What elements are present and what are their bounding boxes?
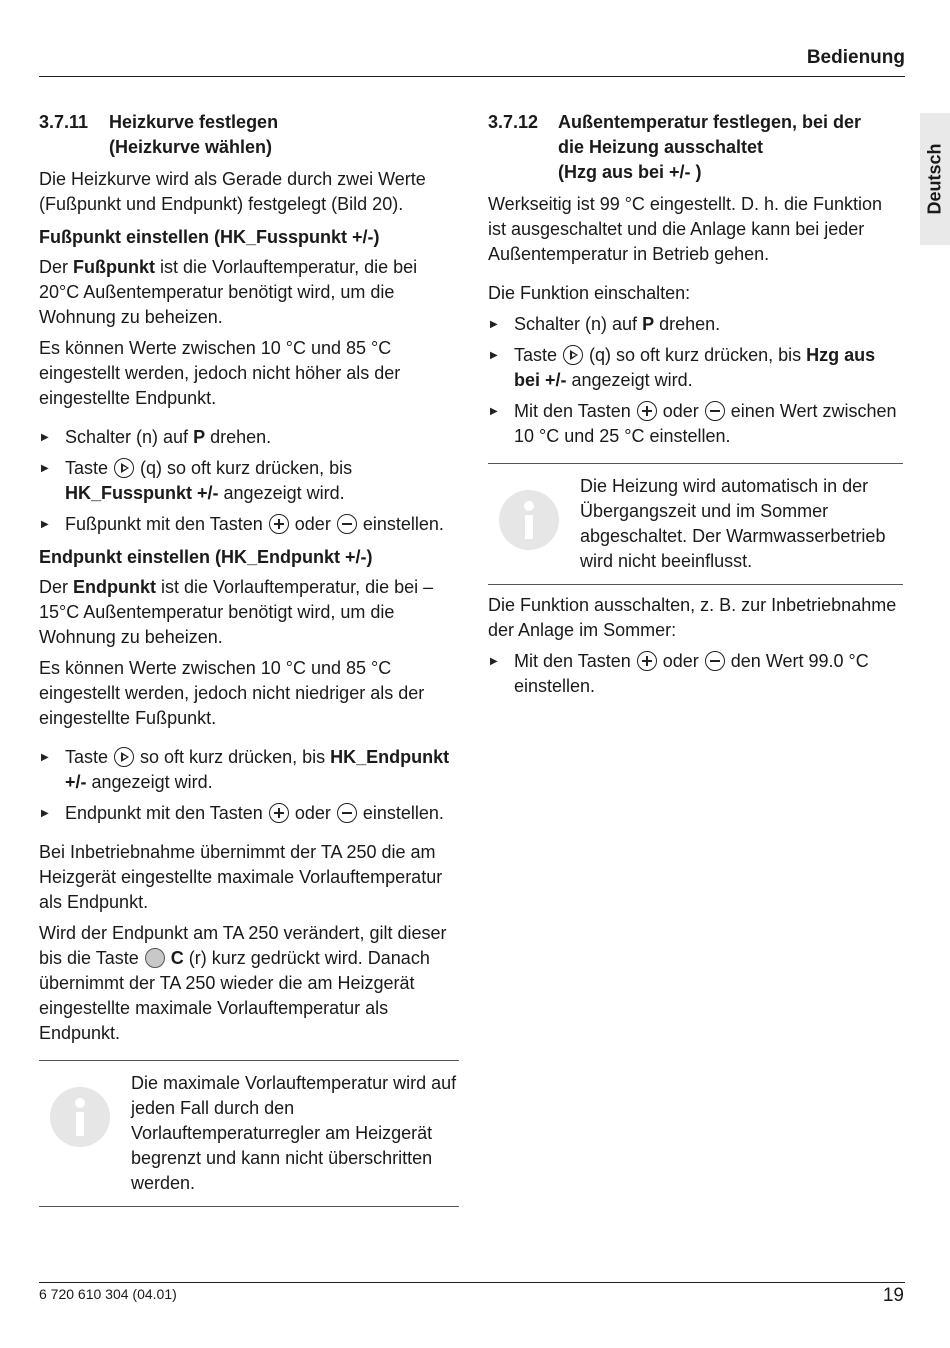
fusspunkt-definition bbox=[39, 255, 459, 330]
term-endpunkt: Endpunkt bbox=[73, 577, 157, 597]
text: Mit den Tasten bbox=[514, 651, 636, 671]
plus-button-icon bbox=[637, 651, 657, 671]
plus-button-icon bbox=[637, 401, 657, 421]
text: angezeigt wird. bbox=[566, 370, 693, 390]
section-title-3-7-12 bbox=[488, 110, 903, 185]
text: Der bbox=[39, 257, 74, 277]
endpunkt-heading: Endpunkt einstellen (HK_Endpunkt +/-) bbox=[39, 547, 373, 567]
footer-rule bbox=[39, 1282, 905, 1283]
list-item bbox=[39, 512, 459, 537]
c-button-icon bbox=[145, 948, 165, 968]
enable-function-label: Die Funktion einschalten: bbox=[488, 283, 691, 303]
section-number: 3.7.11 bbox=[39, 112, 89, 132]
section-title-3-7-11 bbox=[39, 110, 459, 160]
text: Endpunkt mit den Tasten bbox=[65, 803, 268, 823]
plus-button-icon bbox=[269, 514, 289, 534]
text: Taste bbox=[65, 747, 114, 767]
list-item bbox=[488, 649, 903, 699]
commissioning-paragraph: Bei Inbetriebnahme übernimmt der TA 250 die am Heizgerät eingestellte maximale Vorlauftemperatur als Endpunkt. bbox=[39, 842, 443, 912]
section-heading-line3: (Hzg aus bei +/- ) bbox=[558, 162, 702, 182]
endpoint-change-paragraph bbox=[39, 921, 459, 1046]
list-item bbox=[488, 399, 903, 449]
left-column bbox=[39, 110, 459, 1207]
text: Mit den Tasten bbox=[514, 401, 636, 421]
text: oder bbox=[657, 651, 704, 671]
text: einen Wert zwischen 10 °C und 25 °C einstellen. bbox=[514, 401, 897, 446]
language-tab bbox=[920, 113, 950, 245]
text: (q) so oft kurz drücken, bis bbox=[135, 458, 353, 478]
text: (q) so oft kurz drücken, bis bbox=[584, 345, 807, 365]
section-heading-line1: Heizkurve festlegen bbox=[109, 112, 279, 132]
disable-steps bbox=[488, 649, 903, 699]
text: oder bbox=[289, 514, 336, 534]
text: Taste bbox=[65, 458, 114, 478]
text: einstellen. bbox=[357, 514, 444, 534]
display-text: Hzg aus bei +/- bbox=[514, 345, 876, 390]
text: Schalter (n) auf bbox=[65, 427, 194, 447]
text: Der bbox=[39, 577, 74, 597]
play-button-icon bbox=[563, 345, 583, 365]
section-heading bbox=[109, 110, 278, 160]
text: den Wert 99.0 °C einstellen. bbox=[514, 651, 869, 696]
section-number: 3.7.12 bbox=[488, 112, 539, 132]
text: oder bbox=[657, 401, 704, 421]
text: ist die Vorlauftemperatur, die bei –15°C Außentemperatur benötigt wird, um die Wohnung zu beheizen. bbox=[39, 577, 434, 647]
list-item bbox=[488, 312, 903, 337]
factory-setting-paragraph: Werkseitig ist 99 °C eingestellt. D. h. die Funktion ist ausgeschaltet und die Anlage kann bei jeder Außentemperatur in Betrieb gehen. bbox=[488, 194, 883, 264]
minus-button-icon bbox=[705, 651, 725, 671]
enable-steps bbox=[488, 312, 903, 449]
fusspunkt-range: Es können Werte zwischen 10 °C und 85 °C eingestellt werden, jedoch nicht höher als der eingestellte Endpunkt. bbox=[39, 338, 401, 408]
term-fusspunkt: Fußpunkt bbox=[73, 257, 155, 277]
fusspunkt-steps bbox=[39, 425, 459, 537]
text: drehen. bbox=[205, 427, 272, 447]
text: Wird der Endpunkt am TA 250 verändert, gilt dieser bis die Taste bbox=[39, 923, 447, 968]
list-item bbox=[488, 343, 903, 393]
section-heading-line1: Außentemperatur festlegen, bei der bbox=[558, 112, 862, 132]
text: einstellen. bbox=[357, 803, 444, 823]
info-note bbox=[488, 463, 903, 585]
text: Taste bbox=[514, 345, 563, 365]
text: angezeigt wird. bbox=[86, 772, 213, 792]
switch-position: P bbox=[193, 427, 206, 447]
minus-button-icon bbox=[337, 514, 357, 534]
list-item bbox=[39, 425, 459, 450]
play-button-icon bbox=[114, 458, 134, 478]
text: so oft kurz drücken, bis bbox=[135, 747, 331, 767]
plus-button-icon bbox=[269, 803, 289, 823]
section-heading bbox=[558, 110, 861, 185]
text: drehen. bbox=[654, 314, 721, 334]
info-icon bbox=[39, 1071, 131, 1196]
minus-button-icon bbox=[337, 803, 357, 823]
list-item bbox=[39, 456, 459, 506]
text: ist die Vorlauftemperatur, die bei 20°C Außentemperatur benötigt wird, um die Wohnung zu beheizen. bbox=[39, 257, 418, 327]
intro-paragraph: Die Heizkurve wird als Gerade durch zwei Werte (Fußpunkt und Endpunkt) festgelegt (Bild 20). bbox=[39, 169, 426, 214]
endpunkt-steps bbox=[39, 745, 459, 826]
text: angezeigt wird. bbox=[218, 483, 345, 503]
endpunkt-range: Es können Werte zwischen 10 °C und 85 °C eingestellt werden, jedoch nicht niedriger als der eingestellte Fußpunkt. bbox=[39, 658, 425, 728]
header-rule bbox=[39, 76, 905, 77]
section-heading-line2: die Heizung ausschaltet bbox=[558, 137, 764, 157]
switch-position: P bbox=[642, 314, 655, 334]
text: Fußpunkt mit den Tasten bbox=[65, 514, 268, 534]
text: oder bbox=[289, 803, 336, 823]
play-button-icon bbox=[114, 747, 134, 767]
minus-button-icon bbox=[705, 401, 725, 421]
info-icon bbox=[488, 474, 580, 574]
info-note-text: Die Heizung wird automatisch in der Übergangszeit und im Sommer abgeschaltet. Der Warmwasserbetrieb wird nicht beeinflusst. bbox=[580, 476, 886, 571]
disable-function-paragraph: Die Funktion ausschalten, z. B. zur Inbetriebnahme der Anlage im Sommer: bbox=[488, 595, 897, 640]
text: (r) kurz gedrückt wird. Danach übernimmt der TA 250 wieder die am Heizgerät eingestellte maximale Vorlauftemperatur als Endpunkt. bbox=[39, 948, 430, 1043]
info-note-text: Die maximale Vorlauftemperatur wird auf jeden Fall durch den Vorlauftemperaturregler am Heizgerät begrenzt und kann nicht überschritten werden. bbox=[131, 1073, 457, 1193]
text: Schalter (n) auf bbox=[514, 314, 643, 334]
list-item bbox=[39, 801, 459, 826]
button-label-c: C bbox=[170, 948, 184, 968]
document-number: 6 720 610 304 (04.01) bbox=[39, 1286, 177, 1302]
language-tab-label: Deutsch bbox=[924, 143, 945, 215]
display-text: HK_Fusspunkt +/- bbox=[65, 483, 219, 503]
fusspunkt-heading: Fußpunkt einstellen (HK_Fusspunkt +/-) bbox=[39, 227, 380, 247]
info-note bbox=[39, 1060, 459, 1207]
endpunkt-definition bbox=[39, 575, 459, 650]
display-text: HK_Endpunkt +/- bbox=[65, 747, 450, 792]
header-title: Bedienung bbox=[806, 47, 905, 68]
list-item bbox=[39, 745, 459, 795]
page-number: 19 bbox=[882, 1285, 904, 1306]
right-column bbox=[488, 110, 903, 705]
section-heading-line2: (Heizkurve wählen) bbox=[109, 137, 273, 157]
